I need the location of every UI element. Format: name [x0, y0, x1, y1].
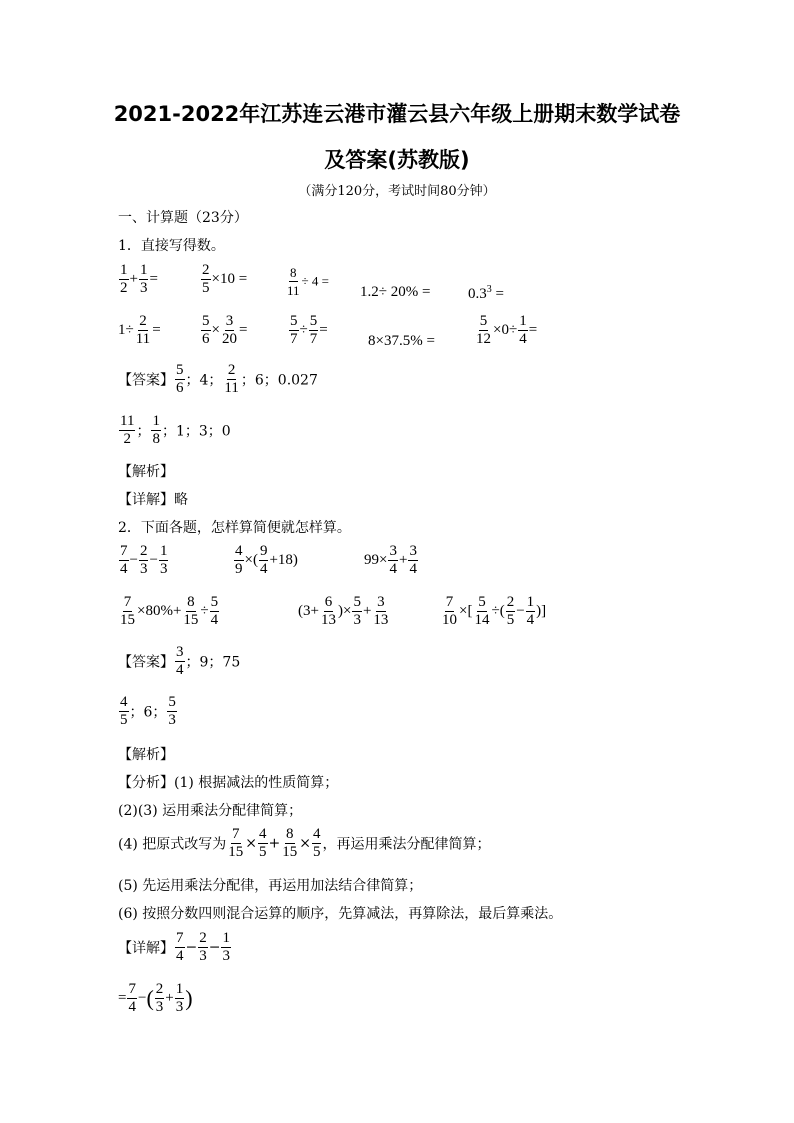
question-1-label: 1．直接写得数。 [118, 238, 225, 254]
q2-expr-1-3: 99× $\frac{3}{4}$ + $\frac{3}{4}$ [364, 543, 417, 577]
q2-analysis-2: (2)(3) 运用乘法分配律简算； [118, 803, 303, 819]
q2-analysis-5: (5) 先运用乘法分配律，再运用加法结合律简算； [118, 878, 423, 894]
q2-expr-2-3: $\frac{7}{10}$ ×[ $\frac{5}{14}$ ÷( $\frac{2}{5}$ − $\frac{1}{4}$ )] [442, 594, 547, 628]
q1-expr-2-1: 1÷ $\frac{2}{11}$ = [118, 313, 161, 347]
q2-detail-line-1: 【详解】 $\frac{7}{4}$ − $\frac{2}{3}$ − $\frac{1}{3}$ [118, 930, 230, 964]
page-subtitle: （满分120分，考试时间80分钟） [298, 184, 496, 199]
q1-expr-1-2: $\frac{2}{5}$ ×10 = [202, 262, 248, 296]
q2-expr-1-2: $\frac{4}{9}$ ×( $\frac{9}{4}$ +18) [235, 543, 298, 577]
question-2-label: 2．下面各题，怎样算简便就怎样算。 [118, 520, 351, 536]
page-title-line-1: 2021-2022年江苏连云港市灌云县六年级上册期末数学试卷 [113, 102, 681, 126]
q2-expr-1-1: $\frac{7}{4}$ − $\frac{2}{3}$ − $\frac{1}{3}$ [120, 543, 168, 577]
q2-analysis-label: 【解析】 [118, 747, 174, 763]
q2-analysis-1: 【分析】(1) 根据减法的性质简算； [118, 775, 339, 791]
q1-answer-line-1: 【答案】 $\frac{5}{6}$ ；4； $\frac{2}{11}$ ；6；0.027 [118, 362, 318, 396]
q1-expr-1-5: $0.3^3$ = [468, 284, 504, 302]
q2-answer-line-1: 【答案】 $\frac{3}{4}$ ；9；75 [118, 644, 241, 678]
q2-expr-2-2: (3+ $\frac{6}{13}$ )× $\frac{5}{3}$ + $\frac{3}{13}$ [298, 594, 389, 628]
q2-analysis-6: (6) 按照分数四则混合运算的顺序，先算减法，再算除法，最后算乘法。 [118, 906, 563, 922]
q1-expr-1-3: $\frac{8}{11}$ ÷ 4 = [287, 265, 329, 298]
q1-expr-2-2: $\frac{5}{6}$ × $\frac{3}{20}$ = [202, 313, 248, 347]
q1-expr-2-3: $\frac{5}{7}$ ÷ $\frac{5}{7}$ = [290, 313, 328, 347]
q2-expr-2-1: $\frac{7}{15}$ ×80%+ $\frac{8}{15}$ ÷ $\frac{5}{4}$ [120, 594, 219, 628]
q1-expr-1-1: $\frac{1}{2}$ + $\frac{1}{3}$ = [120, 262, 158, 296]
q1-answer-line-2: $\frac{11}{2}$ ； $\frac{1}{8}$ ；1；3；0 [120, 413, 231, 447]
q1-expr-2-5: $\frac{5}{12}$ ×0÷ $\frac{1}{4}$ = [476, 313, 538, 347]
q1-analysis-label: 【解析】 [118, 464, 174, 480]
section-heading: 一、计算题（23分） [118, 210, 248, 226]
q1-expr-2-4: 8×37.5% = [368, 333, 435, 349]
page-title-line-2: 及答案(苏教版) [324, 148, 470, 172]
q2-answer-line-2: $\frac{4}{5}$ ；6； $\frac{5}{3}$ [120, 694, 176, 728]
q2-detail-line-2: = $\frac{7}{4}$ −( $\frac{2}{3}$ + $\frac{1}{3}$ ) [118, 981, 193, 1015]
q1-expr-1-4: 1.2÷ 20% = [360, 284, 431, 300]
q2-analysis-3: (4) 把原式改写为 $\frac{7}{15}$ × $\frac{4}{5}$ + $\frac{8}{15}$ × $\frac{4}{5}$ ，再运用乘法分配律简算； [118, 826, 491, 860]
q1-detail: 【详解】略 [118, 492, 188, 508]
